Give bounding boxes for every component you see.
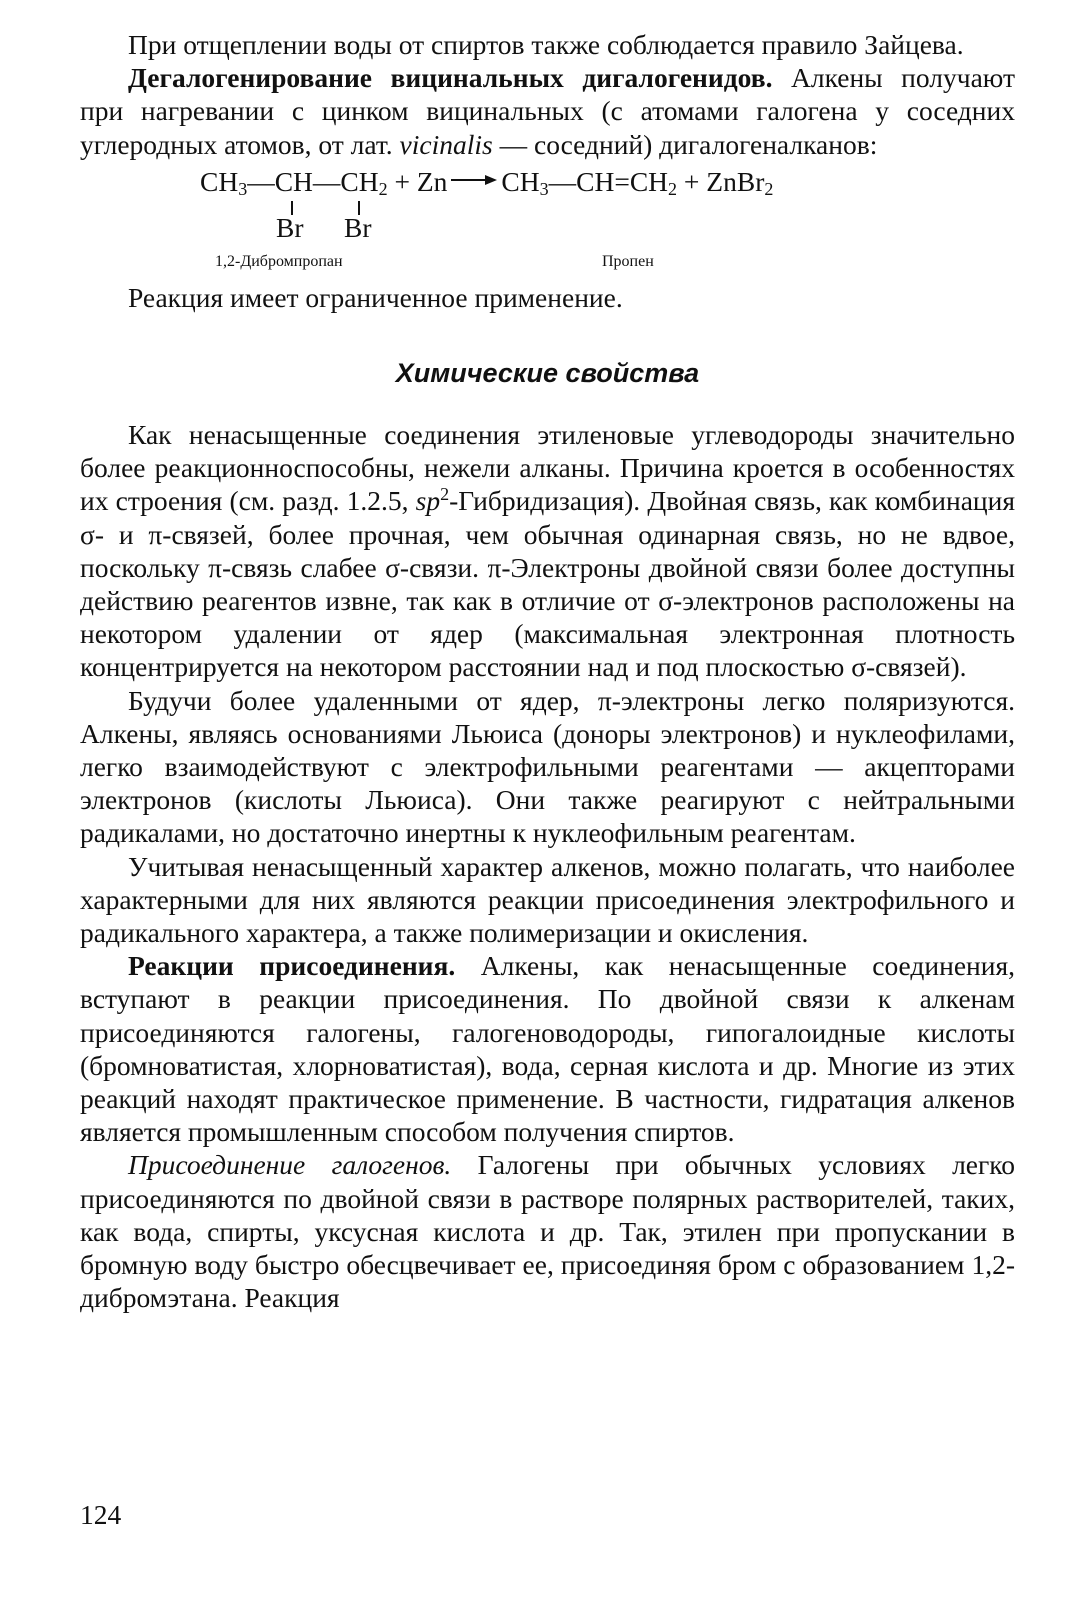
paragraph-halogen-addition xyxy=(80,1148,1015,1314)
formula-subscript: 3 xyxy=(539,178,549,199)
substituent-br-2: Br xyxy=(344,211,372,243)
paragraph-dehalogenation xyxy=(80,61,1015,161)
text-fragment: Алкены, как ненасыщенные соединения, вступают в реакции присоединения. По двойной связи к алкенам присоединяются галогены, галогеноводороды, гипогалоидные кислоты (бромноватистая, хлорноватистая), вода, серная кислота и др. Многие из этих реакций находят практическое применение. В частности, гидратация алкенов является промышленным способом получения спиртов. xyxy=(80,950,1015,1148)
reaction-equation xyxy=(200,165,773,199)
text-fragment: Алкены получают при нагревании с цинком вицинальных (с атомами галогена у соседних углеродных атомов, от лат. xyxy=(80,62,1015,160)
reaction-scheme xyxy=(80,161,1015,281)
section-heading: Химические свойства xyxy=(395,358,700,389)
formula-part: + Zn xyxy=(387,165,448,197)
formula-part: —CH=CH xyxy=(548,165,669,197)
term-addition: Реакции присоединения. xyxy=(128,950,456,982)
paragraph-reactivity xyxy=(80,418,1015,684)
paragraph-limited-use: Реакция имеет ограниченное применение. xyxy=(128,281,623,313)
formula-part: CH xyxy=(501,165,540,197)
term-halogen-addition: Присоединение галогенов. xyxy=(128,1149,452,1181)
paragraph-polarization: Будучи более удаленными от ядер, π-электроны легко поляризуются. Алкены, являясь основаниями Льюиса (доноры электронов) и нуклеофилами, легко взаимодействуют с электрофильными реагентами — акцепторами электронов (кислоты Льюиса). Они также реагируют с нейтральными радикалами, но достаточно инертны к нуклеофильным реагентам. xyxy=(80,684,1015,849)
text-fragment: — соседний) дигалогеналканов: xyxy=(492,128,878,160)
text-fragment: Галогены при обычных условиях легко присоединяются по двойной связи в растворе полярных растворителей, таких, как вода, спирты, уксусная кислота и др. Так, этилен при пропускании в бромную воду быстро обесцвечивает ее, присоединяя бром с образованием 1,2-дибромэтана. Реакция xyxy=(80,1149,1015,1314)
formula-subscript: 2 xyxy=(764,178,774,199)
latin-term: vicinalis xyxy=(399,128,493,160)
text-fragment: -Гибридизация). Двойная связь, как комбинация σ- и π-связей, более прочная, чем обычная одинарная связь, но не вдвое, поскольку π-связь слабее σ-связи. π-Электроны двойной связи более доступны действию реагентов извне, так как в отличие от σ-электронов расположены на некотором удалении от ядер (максимальная электронная плотность концентрируется на некотором расстоянии над и под плоскостью σ-связей). xyxy=(80,485,1015,683)
reaction-arrow-icon xyxy=(451,175,497,185)
page-body xyxy=(80,28,1015,1315)
substituent-br-1: Br xyxy=(276,211,304,243)
superscript: 2 xyxy=(440,484,450,505)
paragraph-unsaturated-character: Учитывая ненасыщенный характер алкенов, можно полагать, что наиболее характерными для них являются реакции присоединения электрофильного и радикального характера, а также полимеризации и окисления. xyxy=(80,850,1015,949)
text-fragment: Как ненасыщенные соединения этиленовые углеводороды значительно более реакционноспособны, нежели алканы. Причина кроется в особенностях их строения (см. разд. 1.2.5, xyxy=(80,419,1015,517)
formula-part: —CH—CH xyxy=(247,165,379,197)
term-dehalogenation: Дегалогенирование вицинальных дигалогенидов. xyxy=(128,62,773,94)
paragraph-addition-reactions xyxy=(80,949,1015,1148)
paragraph-zaitsev: При отщеплении воды от спиртов также соблюдается правило Зайцева. xyxy=(128,29,964,60)
formula-subscript: 2 xyxy=(378,178,388,199)
caption-product: Пропен xyxy=(602,252,654,270)
formula-part: + ZnBr xyxy=(677,165,765,197)
formula-subscript: 3 xyxy=(238,178,248,199)
formula-subscript: 2 xyxy=(668,178,678,199)
formula-part: CH xyxy=(200,165,239,197)
caption-reactant: 1,2-Дибромпропан xyxy=(215,252,343,270)
orbital-term: sp xyxy=(415,485,441,517)
page-number: 124 xyxy=(80,1499,122,1530)
